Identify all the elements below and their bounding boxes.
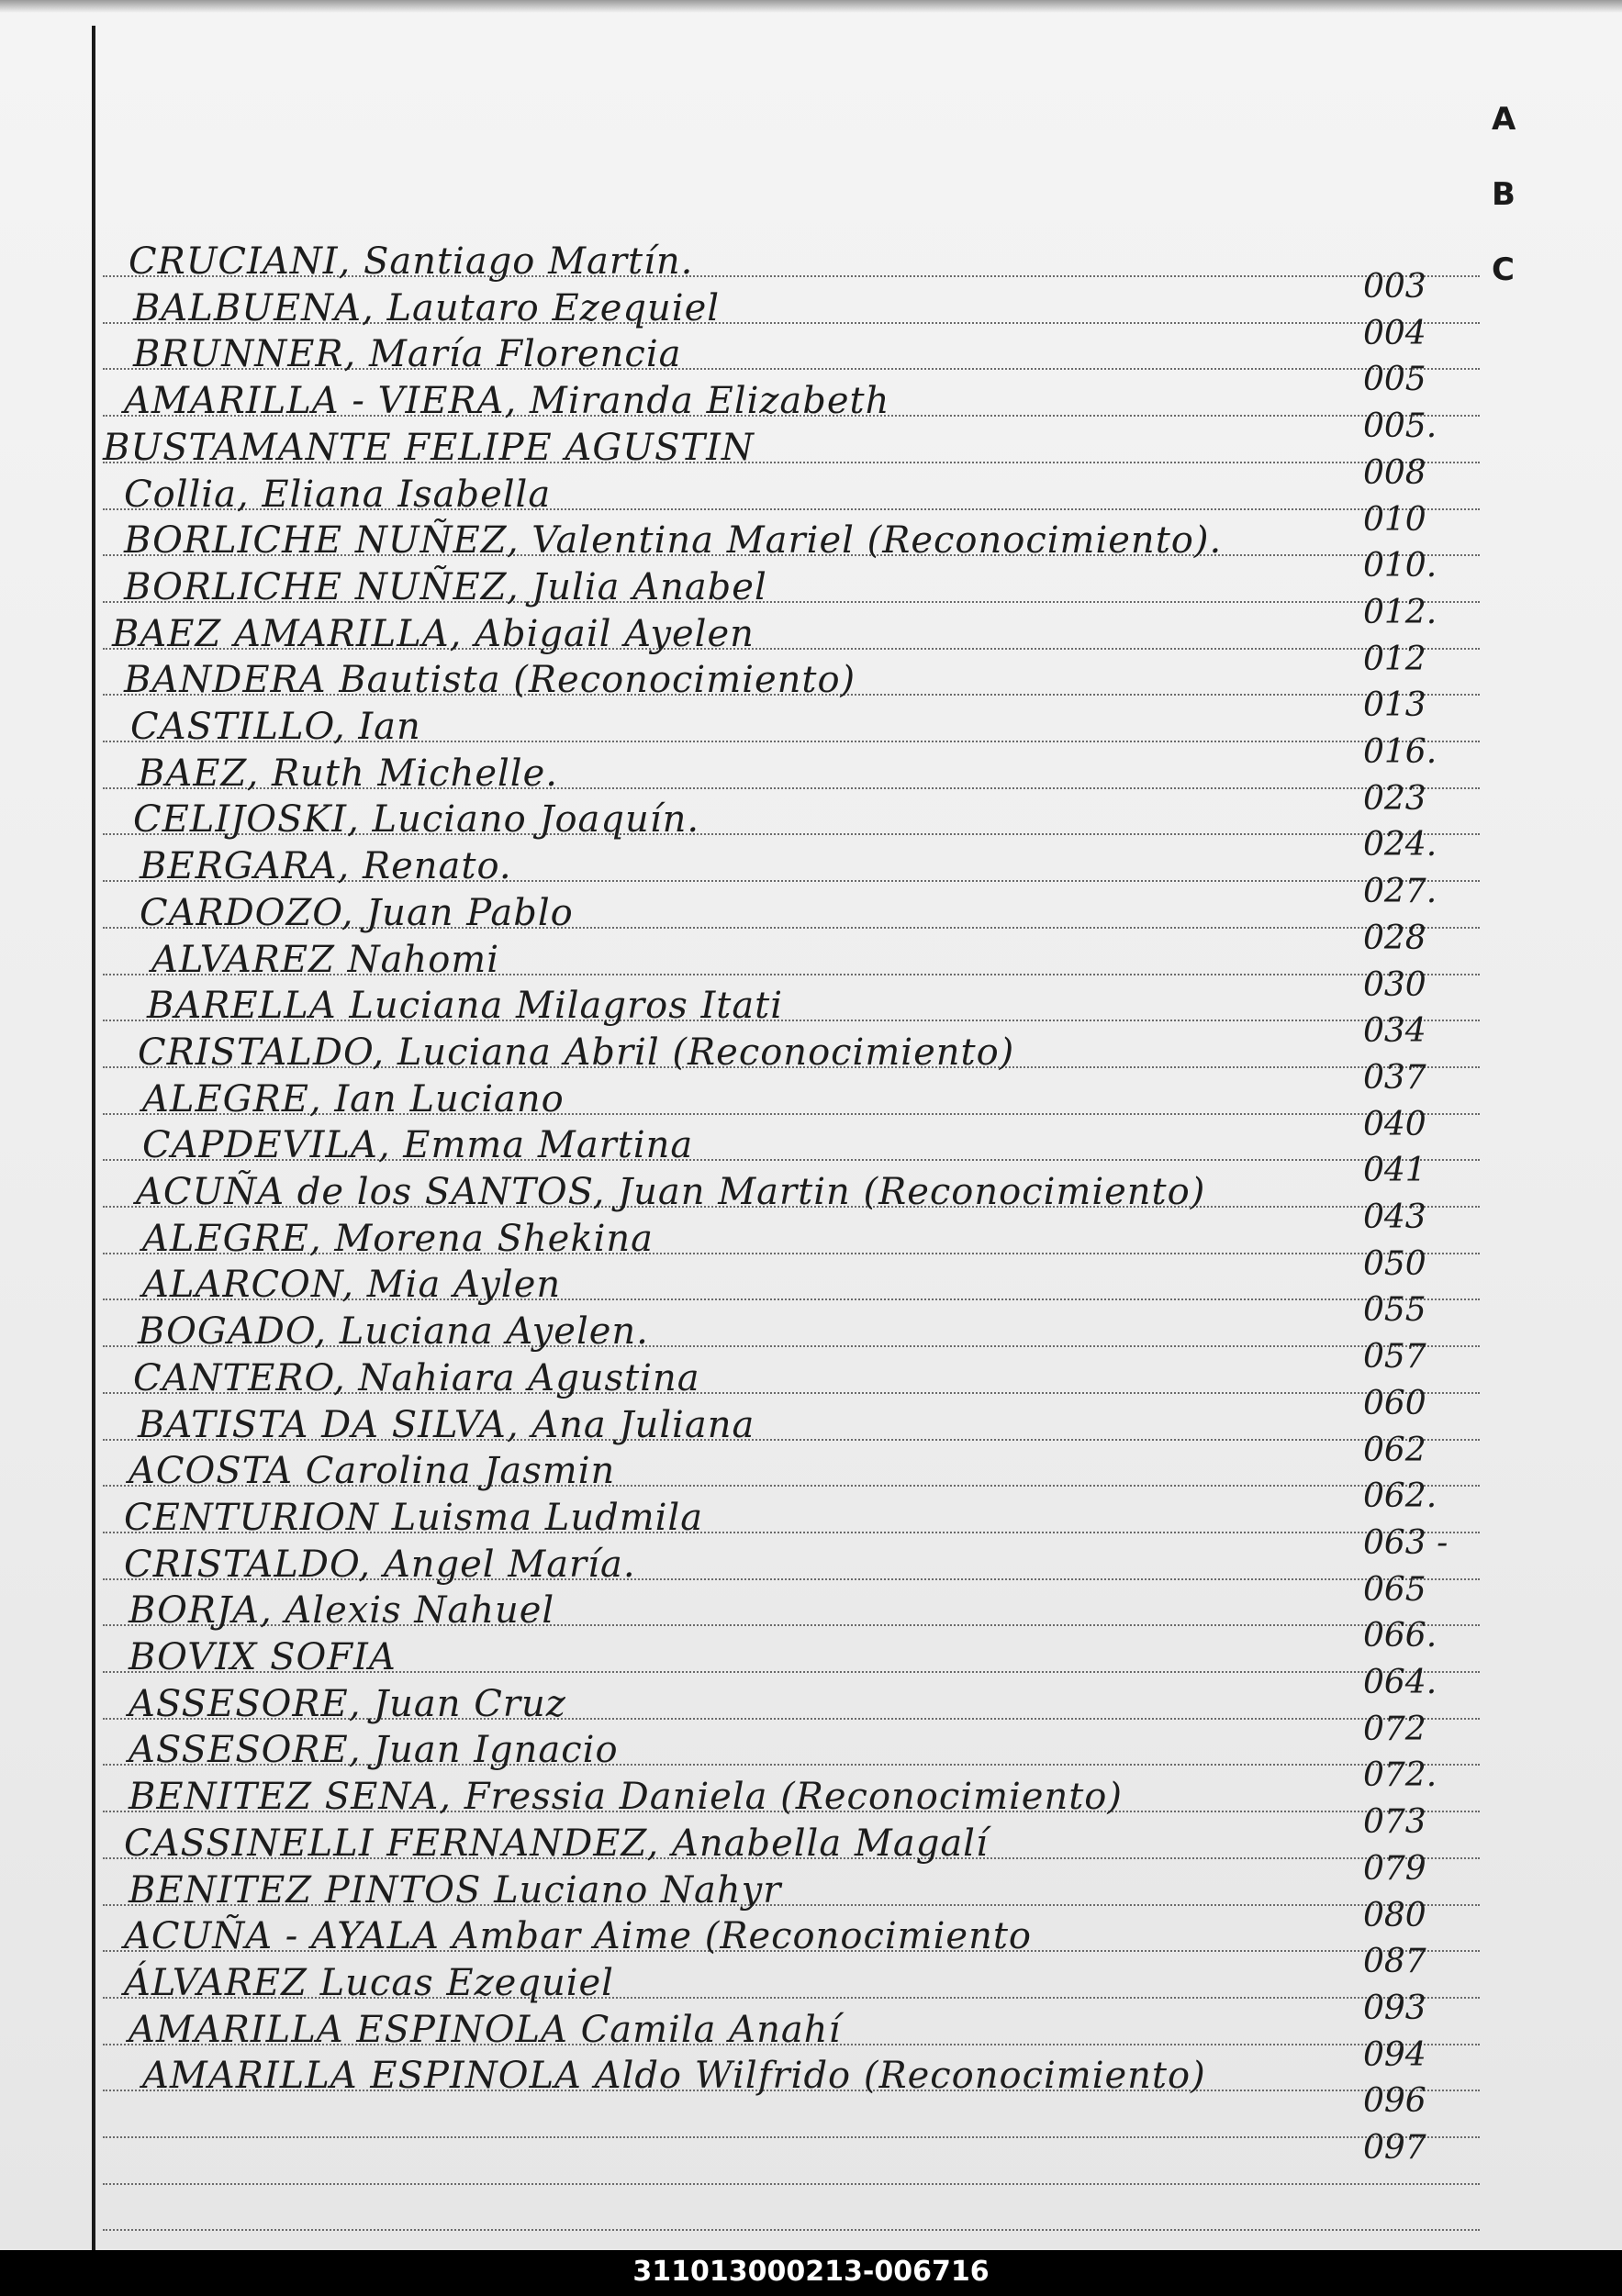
entry-name: BERGARA, Renato. xyxy=(140,845,512,888)
entry-name: CASTILLO, Ian xyxy=(130,706,421,748)
entry-number: 062 xyxy=(1363,1431,1426,1469)
entry-number: 034 xyxy=(1363,1012,1426,1051)
entry-name: CRUCIANI, Santiago Martín. xyxy=(129,240,694,283)
entry-number: 055 xyxy=(1363,1291,1426,1330)
entry-number: 023 xyxy=(1363,779,1426,818)
ruled-line xyxy=(103,2183,1480,2185)
entry-name: BALBUENA, Lautaro Ezequiel xyxy=(133,286,721,329)
document-id: 311013000213-006716 xyxy=(632,2256,990,2288)
entry-name: ALVAREZ Nahomi xyxy=(151,938,499,981)
entry-name: ALARCON, Mia Aylen xyxy=(142,1264,562,1307)
entry-name: CRISTALDO, Luciana Abril (Reconocimiento) xyxy=(138,1031,1015,1074)
entry-name: CANTERO, Nahiara Agustina xyxy=(133,1356,700,1399)
entry-number: 005. xyxy=(1363,407,1437,446)
entry-name: AMARILLA ESPINOLA Camila Anahí xyxy=(129,2008,842,2051)
entry-name: Collia, Eliana Isabella xyxy=(124,473,552,516)
margin-line xyxy=(92,26,95,2250)
index-tab-a: A xyxy=(1492,101,1516,138)
entry-name: BANDERA Bautista (Reconocimiento) xyxy=(124,659,856,702)
entry-name: ALEGRE, Ian Luciano xyxy=(142,1077,565,1120)
ruled-line xyxy=(103,2136,1480,2138)
entry-number: 066. xyxy=(1363,1617,1437,1655)
entry-name: BORLICHE NUÑEZ, Valentina Mariel (Reconocimiento). xyxy=(124,519,1223,563)
entry-name: ACUÑA de los SANTOS, Juan Martin (Reconocimiento) xyxy=(136,1171,1206,1213)
entry-number: 008 xyxy=(1363,453,1426,492)
entry-number: 060 xyxy=(1363,1384,1426,1422)
entry-name: CASSINELLI FERNANDEZ, Anabella Magalí xyxy=(124,1822,989,1865)
entry-name: CELIJOSKI, Luciano Joaquín. xyxy=(133,798,700,841)
entry-name: ASSESORE, Juan Cruz xyxy=(129,1682,566,1725)
page-top-shadow xyxy=(0,0,1622,13)
entry-number: 013 xyxy=(1363,686,1426,725)
entry-number: 087 xyxy=(1363,1943,1426,1981)
entry-number: 094 xyxy=(1363,2035,1426,2074)
entry-number: 062. xyxy=(1363,1477,1437,1516)
entry-name: CRISTALDO, Angel María. xyxy=(124,1543,636,1586)
entry-number: 028 xyxy=(1363,919,1426,957)
entry-name: BATISTA DA SILVA, Ana Juliana xyxy=(138,1403,755,1446)
entry-name: BRUNNER, María Florencia xyxy=(133,333,682,376)
entry-number: 010. xyxy=(1363,547,1437,585)
entry-number: 065 xyxy=(1363,1570,1426,1609)
index-tab-c: C xyxy=(1492,251,1515,288)
entry-number: 024. xyxy=(1363,826,1437,864)
entry-number: 057 xyxy=(1363,1338,1426,1376)
entry-name: BOVIX SOFIA xyxy=(129,1636,397,1678)
entry-number: 016. xyxy=(1363,733,1437,771)
entry-name: CARDOZO, Juan Pablo xyxy=(140,891,574,934)
entry-number: 012. xyxy=(1363,593,1437,631)
entry-name: BARELLA Luciana Milagros Itati xyxy=(147,985,784,1028)
entry-name: BORLICHE NUÑEZ, Julia Anabel xyxy=(124,565,767,608)
index-tab-b: B xyxy=(1492,176,1516,213)
entry-number: 097 xyxy=(1363,2129,1426,2167)
entry-number: 072 xyxy=(1363,1710,1426,1748)
entry-name: BENITEZ SENA, Fressia Daniela (Reconocimiento) xyxy=(129,1776,1123,1819)
entry-name: BUSTAMANTE FELIPE AGUSTIN xyxy=(103,426,755,469)
entry-number: 080 xyxy=(1363,1896,1426,1934)
ruled-line xyxy=(103,2229,1480,2231)
entry-name: ÁLVAREZ Lucas Ezequiel xyxy=(124,1961,614,2004)
entry-number: 063 - xyxy=(1363,1523,1449,1562)
entry-number: 037 xyxy=(1363,1058,1426,1097)
entry-number: 005 xyxy=(1363,361,1426,399)
entry-number: 073 xyxy=(1363,1803,1426,1842)
entry-number: 010 xyxy=(1363,500,1426,539)
entry-name: ACUÑA - AYALA Ambar Aime (Reconocimiento xyxy=(124,1915,1032,1958)
entry-number: 012 xyxy=(1363,640,1426,678)
entry-name: ALEGRE, Morena Shekina xyxy=(142,1217,654,1260)
entry-name: BOGADO, Luciana Ayelen. xyxy=(138,1310,649,1354)
entry-name: BAEZ AMARILLA, Abigail Ayelen xyxy=(112,612,755,655)
entry-name: ASSESORE, Juan Ignacio xyxy=(129,1729,619,1772)
entry-name: BENITEZ PINTOS Luciano Nahyr xyxy=(129,1868,782,1911)
entry-name: ACOSTA Carolina Jasmin xyxy=(129,1450,616,1493)
entry-name: CAPDEVILA, Emma Martina xyxy=(142,1124,694,1167)
entry-number: 072. xyxy=(1363,1756,1437,1795)
entry-number: 050 xyxy=(1363,1244,1426,1283)
entry-name: BORJA, Alexis Nahuel xyxy=(129,1589,555,1633)
entry-number: 040 xyxy=(1363,1105,1426,1143)
entry-number: 064. xyxy=(1363,1664,1437,1701)
entry-number: 093 xyxy=(1363,1989,1426,2027)
entry-number: 043 xyxy=(1363,1198,1426,1236)
entry-number: 003 xyxy=(1363,268,1426,306)
entry-number: 079 xyxy=(1363,1849,1426,1888)
entry-name: AMARILLA ESPINOLA Aldo Wilfrido (Reconocimiento) xyxy=(142,2055,1206,2098)
entry-number: 030 xyxy=(1363,965,1426,1004)
entry-name: AMARILLA - VIERA, Miranda Elizabeth xyxy=(124,380,890,423)
entry-number: 004 xyxy=(1363,314,1426,352)
entry-number: 096 xyxy=(1363,2082,1426,2121)
entry-number: 027. xyxy=(1363,873,1437,911)
entry-number: 041 xyxy=(1363,1152,1426,1190)
entry-name: BAEZ, Ruth Michelle. xyxy=(138,752,558,795)
entry-name: CENTURION Luisma Ludmila xyxy=(124,1496,704,1539)
